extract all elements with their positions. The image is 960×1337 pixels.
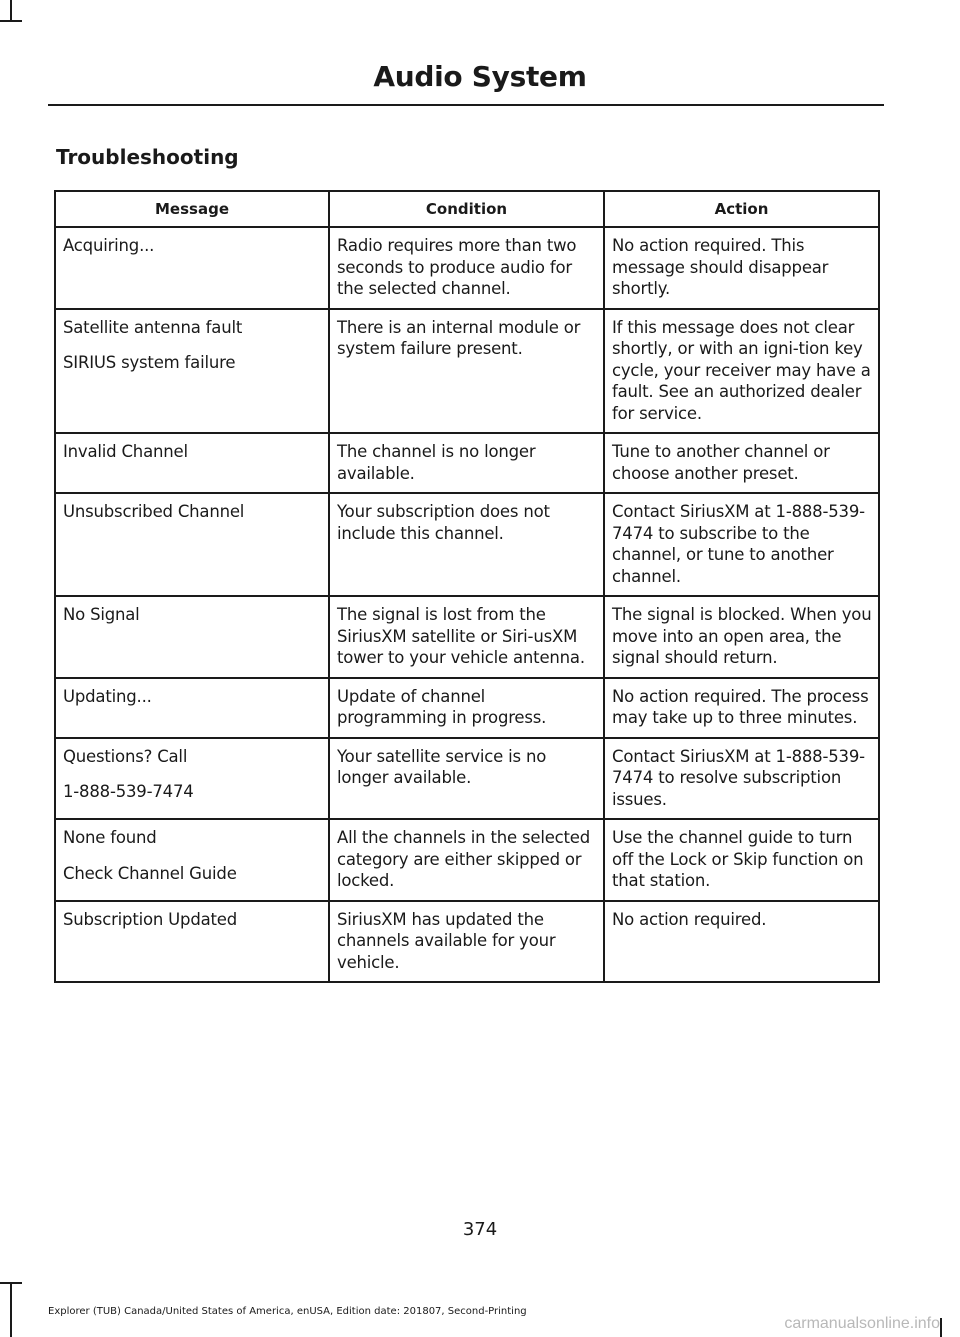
section-title: Troubleshooting [56,145,239,169]
condition-cell: Radio requires more than two seconds to produce audio for the selected channel. [329,227,604,309]
table-row [55,227,879,309]
condition-cell: Your satellite service is no longer available. [329,738,604,820]
watermark-text: carmanualsonline.info [784,1315,940,1332]
column-header-condition: Condition [329,191,604,227]
message-text: Invalid Channel [63,442,188,461]
action-cell: No action required. This message should disappear shortly. [604,227,879,309]
page-header-title: Audio System [373,60,587,93]
message-cell [55,819,329,901]
message-text: 1-888-539-7474 [63,782,194,801]
action-cell: If this message does not clear shortly, or with an igni-tion key cycle, your receiver may have a fault. See an authorized dealer for service. [604,309,879,434]
message-cell [55,309,329,434]
message-text: No Signal [63,605,140,624]
action-cell: No action required. [604,901,879,983]
column-header-message: Message [55,191,329,227]
message-text: Subscription Updated [63,909,237,929]
crop-mark-bottom-right-vertical [940,1318,942,1337]
table-row [55,901,879,983]
condition-cell: All the channels in the selected category are either skipped or locked. [329,819,604,901]
table-header-row [55,191,879,227]
message-text: Check Channel Guide [63,863,237,883]
table-row [55,819,879,901]
table-row [55,738,879,820]
condition-cell: The channel is no longer available. [329,433,604,493]
edition-footer: Explorer (TUB) Canada/United States of America, enUSA, Edition date: 201807, Second-Printing [48,1306,527,1317]
crop-mark-top-left-vertical [10,0,12,22]
troubleshooting-table [54,190,880,983]
crop-mark-top-left-horizontal [0,20,22,22]
condition-cell: Your subscription does not include this channel. [329,493,604,596]
table-row [55,493,879,596]
page-number: 374 [462,1219,498,1240]
message-cell [55,678,329,738]
message-text: Unsubscribed Channel [63,502,245,521]
message-cell [55,493,329,596]
message-cell [55,738,329,820]
message-text: Acquiring... [63,236,155,255]
table-row [55,433,879,493]
message-cell [55,227,329,309]
message-text: Satellite antenna fault [63,317,243,337]
message-text: Questions? Call [63,746,188,766]
message-text: SIRIUS system failure [63,353,236,372]
condition-cell: The signal is lost from the SiriusXM satellite or Siri-usXM tower to your vehicle antenna. [329,596,604,678]
action-cell: Contact SiriusXM at 1-888-539-7474 to resolve subscription issues. [604,738,879,820]
action-cell: No action required. The process may take up to three minutes. [604,678,879,738]
condition-cell: SiriusXM has updated the channels available for your vehicle. [329,901,604,983]
crop-mark-bottom-left-vertical [10,1282,12,1337]
action-cell: Contact SiriusXM at 1-888-539-7474 to subscribe to the channel, or tune to another channel. [604,493,879,596]
table-row [55,309,879,434]
condition-cell: There is an internal module or system failure present. [329,309,604,434]
column-header-action: Action [604,191,879,227]
message-cell [55,596,329,678]
message-cell [55,433,329,493]
header-divider [48,104,884,106]
message-text: Updating... [63,686,152,706]
action-cell: The signal is blocked. When you move into an open area, the signal should return. [604,596,879,678]
table-row [55,596,879,678]
message-text: None found [63,828,157,847]
condition-cell: Update of channel programming in progress. [329,678,604,738]
action-cell: Tune to another channel or choose another preset. [604,433,879,493]
crop-mark-bottom-left-horizontal [0,1282,22,1284]
message-cell [55,901,329,983]
action-cell: Use the channel guide to turn off the Lock or Skip function on that station. [604,819,879,901]
table-row [55,678,879,738]
